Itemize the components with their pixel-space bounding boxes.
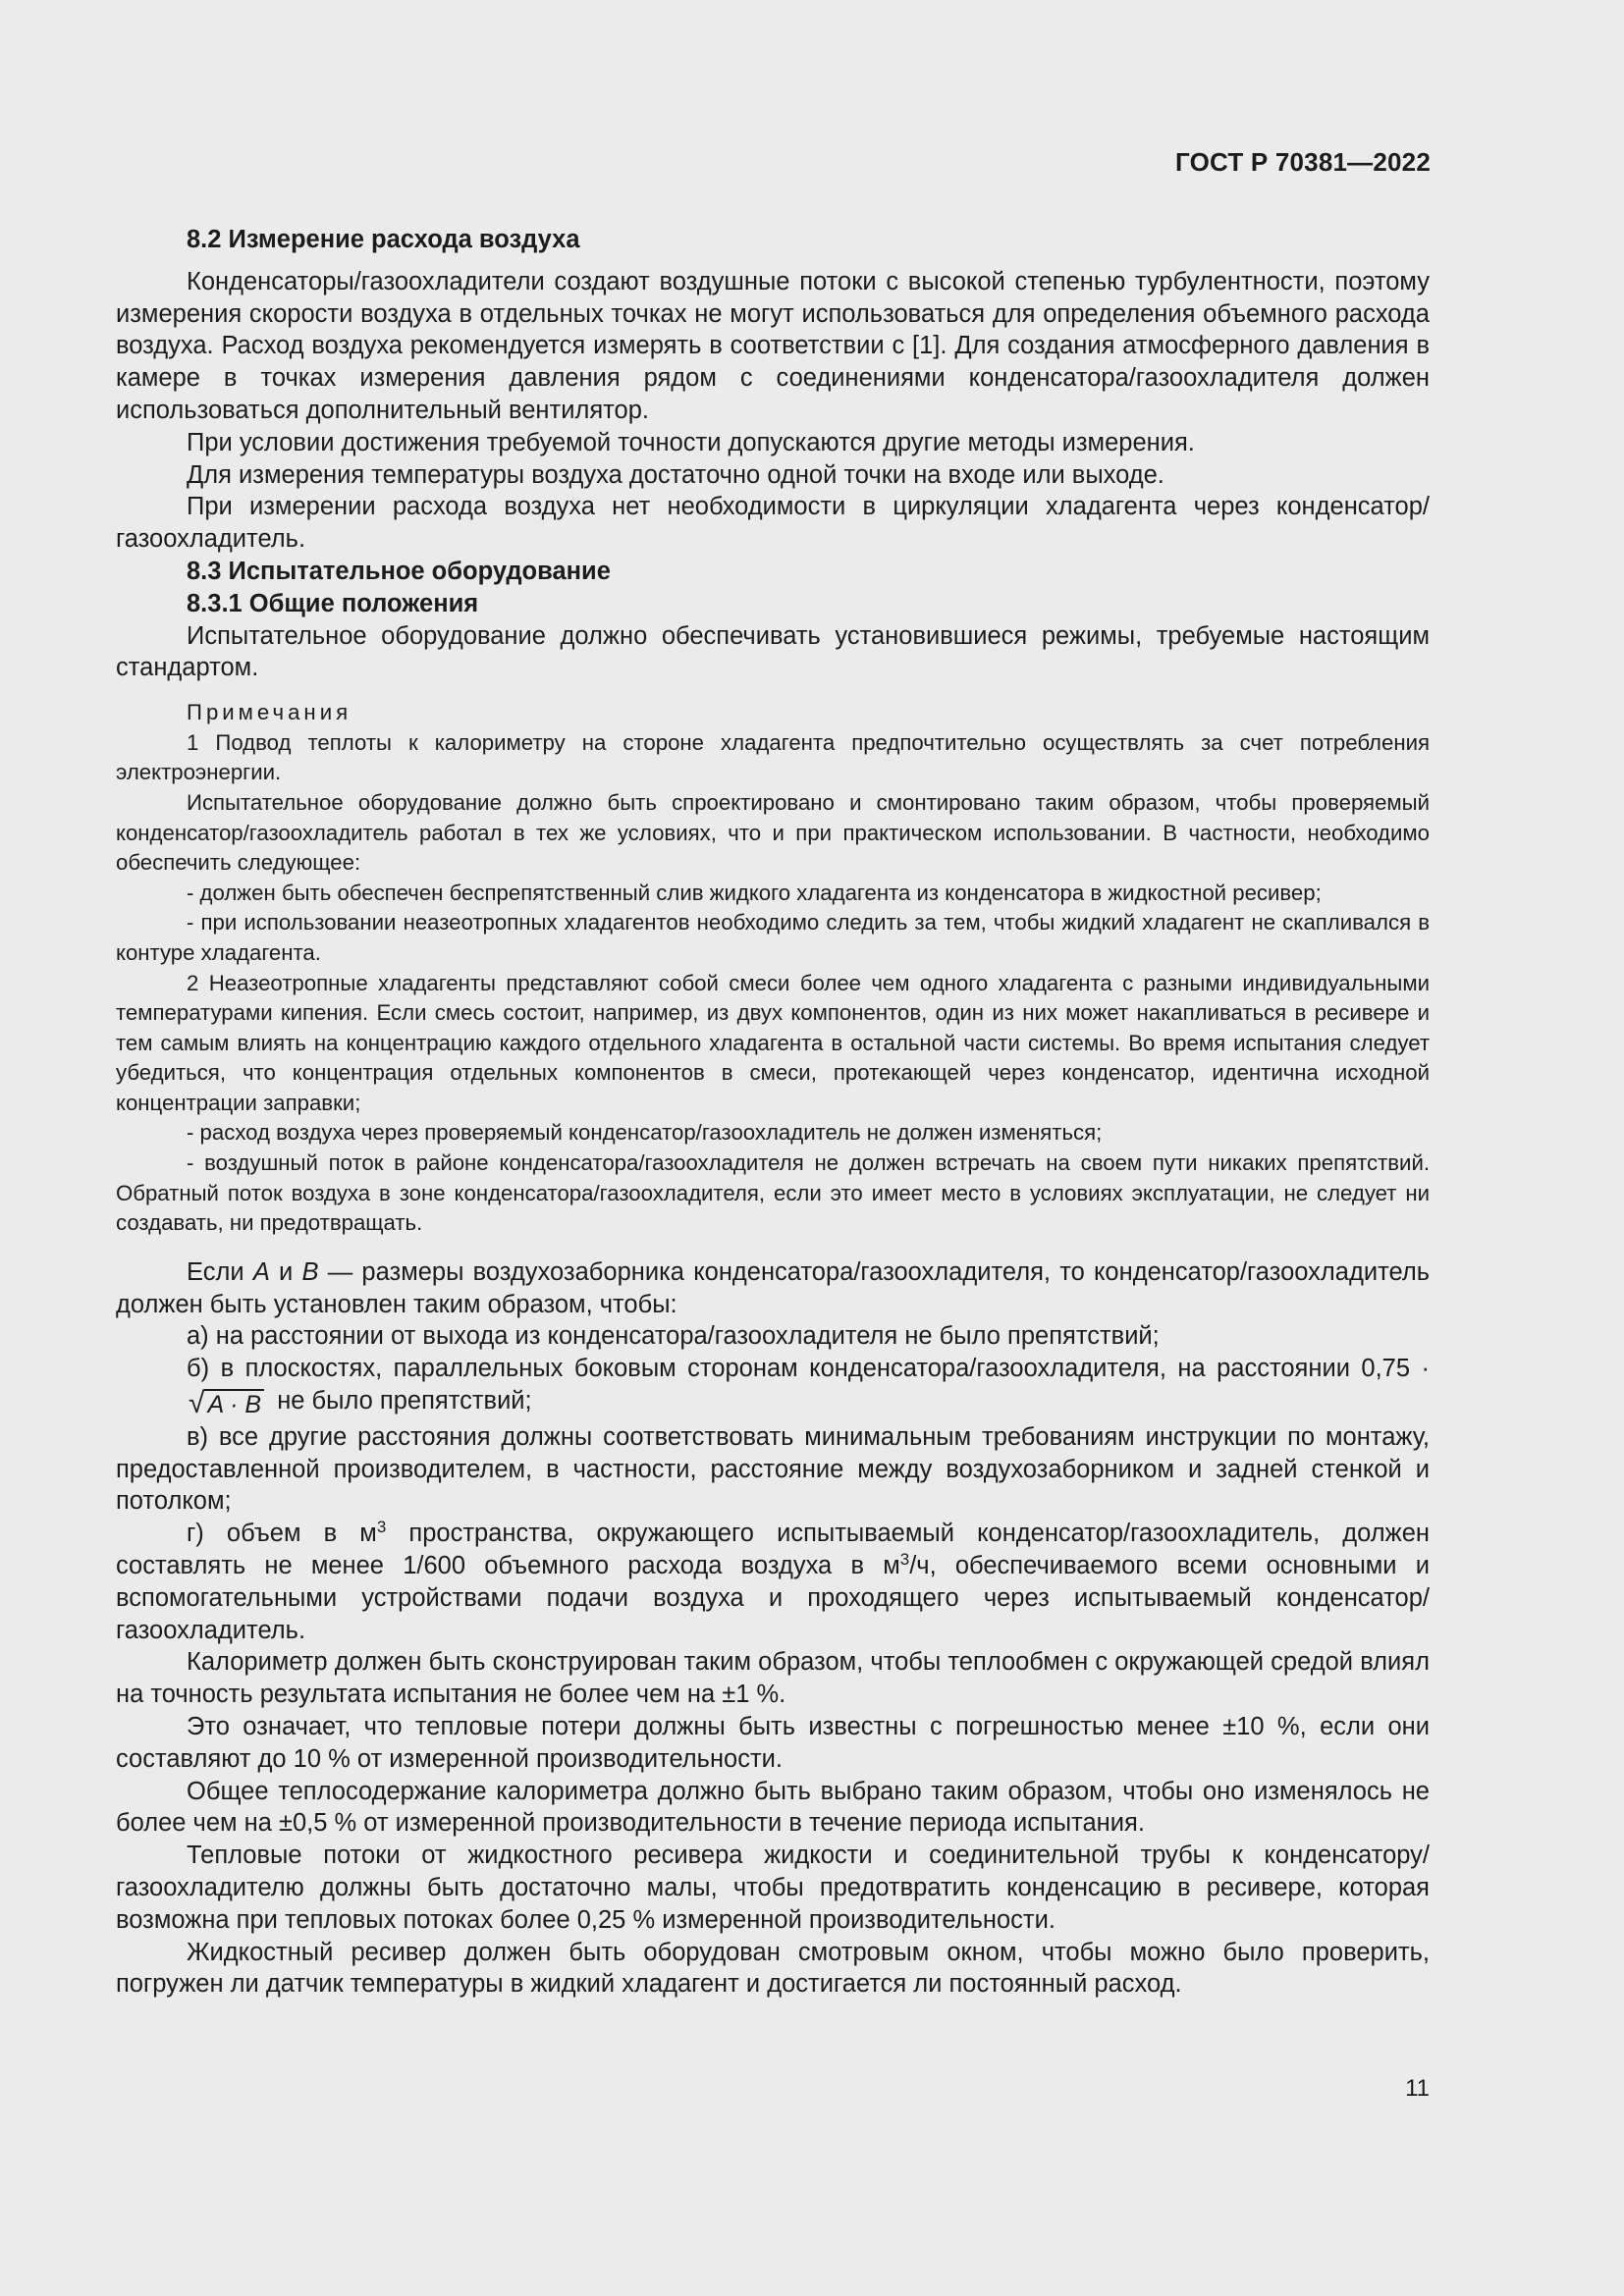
- note-list-item: - должен быть обеспечен беспрепятственный слив жидкого хладагента из конденсатора в жидкостной ресивер;: [187, 880, 1322, 905]
- note-1: 1 Подвод теплоты к калориметру на стороне хладагента предпочтительно осуществлять за счет потребления электроэнергии.: [116, 729, 1430, 785]
- paragraph: Конденсаторы/газоохладители создают воздушные потоки с высокой степенью турбулентности, поэтому измерения скорости воздуха в отдельных точках не могут использоваться для определения объемного расхода воздуха. Расход воздуха рекомендуется измерять в соответствии с [1]. Для создания атмосферного давления в камере в точках измерения давления рядом с соединениями конденсатора/газоохладителя должен использоваться дополнительный вентилятор.: [116, 267, 1430, 424]
- section-8-2-title: 8.2 Измерение расхода воздуха: [187, 226, 580, 253]
- list-item-a: а) на расстоянии от выхода из конденсатора/газоохладителя не было препятствий;: [187, 1322, 1160, 1351]
- text-run: б) в плоскостях, параллельных боковым сторонам конденсатора/газоохладителя, на расстоянии 0,75 ·: [187, 1355, 1430, 1383]
- note-list-item: - воздушный поток в районе конденсатора/газоохладителя не должен встречать на своем пути никаких препятствий. Обратный поток воздуха в зоне конденсатора/газоохладителя, если это имеет место в условиях эксплуатации, не следует ни создавать, ни предотвращать.: [116, 1150, 1430, 1236]
- list-item-c: в) все другие расстояния должны соответствовать минимальным требованиям инструкции по монтажу, предоставленной производителем, в частности, расстояние между воздухозаборником и задней стенкой и потолком;: [116, 1422, 1430, 1516]
- paragraph: Общее теплосодержание калориметра должно быть выбрано таким образом, чтобы оно изменялось не более чем на ±0,5 % от измеренной производительности в течение периода испытания.: [116, 1777, 1430, 1838]
- text-run: и: [269, 1257, 302, 1286]
- superscript: 3: [899, 1550, 910, 1570]
- section-8-3-title: 8.3 Испытательное оборудование: [187, 557, 611, 585]
- paragraph: Калориметр должен быть сконструирован таким образом, чтобы теплообмен с окружающей средой влиял на точность результата испытания не более чем на ±1 %.: [116, 1648, 1430, 1709]
- note-list-item: - расход воздуха через проверяемый конденсатор/газоохладитель не должен изменяться;: [187, 1120, 1103, 1146]
- note-paragraph: Испытательное оборудование должно быть спроектировано и смонтировано таким образом, чтобы проверяемый конденсатор/газоохладитель работал в тех же условиях, что и при практическом использовании. В частности, необходимо обеспечить следующее:: [116, 789, 1430, 876]
- note-list-item: - при использовании неазеотропных хладагентов необходимо следить за тем, чтобы жидкий хладагент не скапливался в контуре хладагента.: [116, 910, 1430, 965]
- sqrt-radicand: A · B: [204, 1389, 264, 1418]
- section-8-3-1-title: 8.3.1 Общие положения: [187, 589, 479, 617]
- paragraph: Тепловые потоки от жидкостного ресивера жидкости и соединительной трубы к конденсатору/газоохладителю должны быть достаточно малы, чтобы предотвратить конденсацию в ресивере, которая возможна при тепловых потоках более 0,25 % измеренной производительности.: [116, 1842, 1430, 1934]
- symbol-b: В: [301, 1257, 319, 1286]
- paragraph: При условии достижения требуемой точности допускаются другие методы измерения.: [187, 428, 1195, 456]
- superscript: 3: [376, 1518, 387, 1537]
- sqrt-sign-icon: √: [189, 1387, 205, 1420]
- page-content: [116, 224, 1430, 2001]
- sqrt-formula: [118, 1389, 264, 1421]
- text-run: /ч, обеспечиваемого всеми основными и вспомогательными устройствами подачи воздуха и проходящего через испытываемый конденсатор/газоохладитель.: [116, 1552, 1430, 1644]
- paragraph: Для измерения температуры воздуха достаточно одной точки на входе или выходе.: [187, 460, 1164, 489]
- text-run: Если: [187, 1257, 253, 1286]
- text-run: пространства, окружающего испытываемый конденсатор/газоохладитель, должен составлять не менее 1/600 объемного расхода воздуха в м: [116, 1520, 1430, 1580]
- note-2: 2 Неазеотропные хладагенты представляют собой смеси более чем одного хладагента с разными индивидуальными температурами кипения. Если смесь состоит, например, из двух компонентов, один из них может накапливаться в ресивере и тем самым влиять на концентрацию каждого отдельного хладагента в остальной части системы. Во время испытания следует убедиться, что концентрация отдельных компонентов в смеси, протекающей через конденсатор, идентична исходной концентрации заправки;: [116, 970, 1430, 1115]
- paragraph: Это означает, что тепловые потери должны быть известны с погрешностью менее ±10 %, если они составляют до 10 % от измеренной производительности.: [116, 1713, 1430, 1773]
- text-run: не было препятствий;: [270, 1387, 532, 1415]
- list-item-d: [116, 1518, 1430, 1646]
- list-item-b: [116, 1353, 1430, 1421]
- paragraph: Испытательное оборудование должно обеспечивать установившиеся режимы, требуемые настоящим стандартом.: [116, 621, 1430, 682]
- text-run: г) объем в м: [187, 1520, 377, 1548]
- notes-heading: Примечания: [187, 700, 352, 725]
- standard-code: ГОСТ Р 70381—2022: [1175, 147, 1431, 177]
- paragraph: Жидкостный ресивер должен быть оборудован смотровым окном, чтобы можно было проверить, погружен ли датчик температуры в жидкий хладагент и достигается ли постоянный расход.: [116, 1938, 1430, 1999]
- paragraph-dimensions: [116, 1256, 1430, 1321]
- page-number: 11: [1405, 2075, 1430, 2102]
- text-run: — размеры воздухозаборника конденсатора/газоохладителя, то конденсатор/газоохладитель должен быть установлен таким образом, чтобы:: [116, 1257, 1430, 1318]
- symbol-a: А: [252, 1257, 270, 1286]
- paragraph: При измерении расхода воздуха нет необходимости в циркуляции хладагента через конденсатор/газоохладитель.: [116, 493, 1430, 554]
